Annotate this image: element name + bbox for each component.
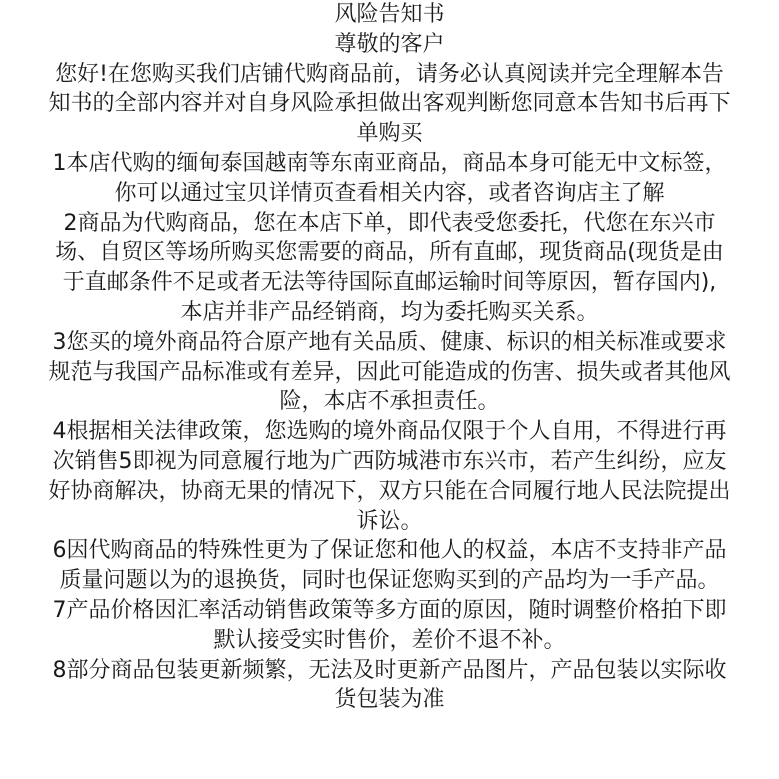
item-4-line: 好协商解决，协商无果的情况下，双方只能在合同履行地人民法院提出 (48, 478, 731, 504)
item-3-line: 3您买的境外商品符合原产地有关品质、健康、标识的相关标准或要求 (52, 329, 727, 355)
intro-line: 单购买 (356, 121, 423, 147)
item-8-line: 货包装为准 (334, 687, 445, 713)
item-6-line: 质量问题以为的退换货，同时也保证您购买到的产品均为一手产品。 (59, 568, 720, 594)
item-4-line: 次销售5即视为同意履行地为广西防城港市东兴市，若产生纠纷，应友 (52, 448, 727, 474)
item-7-line: 7产品价格因汇率活动销售政策等多方面的原因，随时调整价格拍下即 (52, 597, 727, 623)
item-2-line: 场、自贸区等场所购买您需要的商品，所有直邮，现货商品(现货是由 (55, 240, 724, 266)
item-2-line: 本店并非产品经销商，均为委托购买关系。 (180, 299, 599, 325)
document-salutation: 尊敬的客户 (334, 31, 445, 57)
item-1-line: 你可以通过宝贝详情页查看相关内容，或者咨询店主了解 (114, 180, 665, 206)
item-7-line: 默认接受实时售价，差价不退不补。 (213, 627, 566, 653)
item-4-line: 4根据相关法律政策，您选购的境外商品仅限于个人自用，不得进行再 (52, 419, 727, 445)
intro-line: 您好!在您购买我们店铺代购商品前，请务必认真阅读并完全理解本告 (55, 61, 724, 87)
item-2-line: 2商品为代购商品，您在本店下单，即代表受您委托，代您在东兴市 (63, 210, 716, 236)
item-6-line: 6因代购商品的特殊性更为了保证您和他人的权益，本店不支持非产品 (52, 538, 727, 564)
item-3-line: 规范与我国产品标准或有差异，因此可能造成的伤害、损失或者其他风 (48, 359, 731, 385)
item-4-line: 诉讼。 (356, 508, 423, 534)
item-1-line: 1本店代购的缅甸泰国越南等东南亚商品，商品本身可能无中文标签， (52, 150, 727, 176)
item-3-line: 险，本店不承担责任。 (279, 389, 500, 415)
document-title: 风险告知书 (334, 2, 445, 27)
intro-line: 知书的全部内容并对自身风险承担做出客观判断您同意本告知书后再下 (48, 91, 731, 117)
item-2-line: 于直邮条件不足或者无法等待国际直邮运输时间等原因，暂存国内), (62, 270, 717, 296)
item-8-line: 8部分商品包装更新频繁，无法及时更新产品图片，产品包装以实际收 (52, 657, 727, 683)
